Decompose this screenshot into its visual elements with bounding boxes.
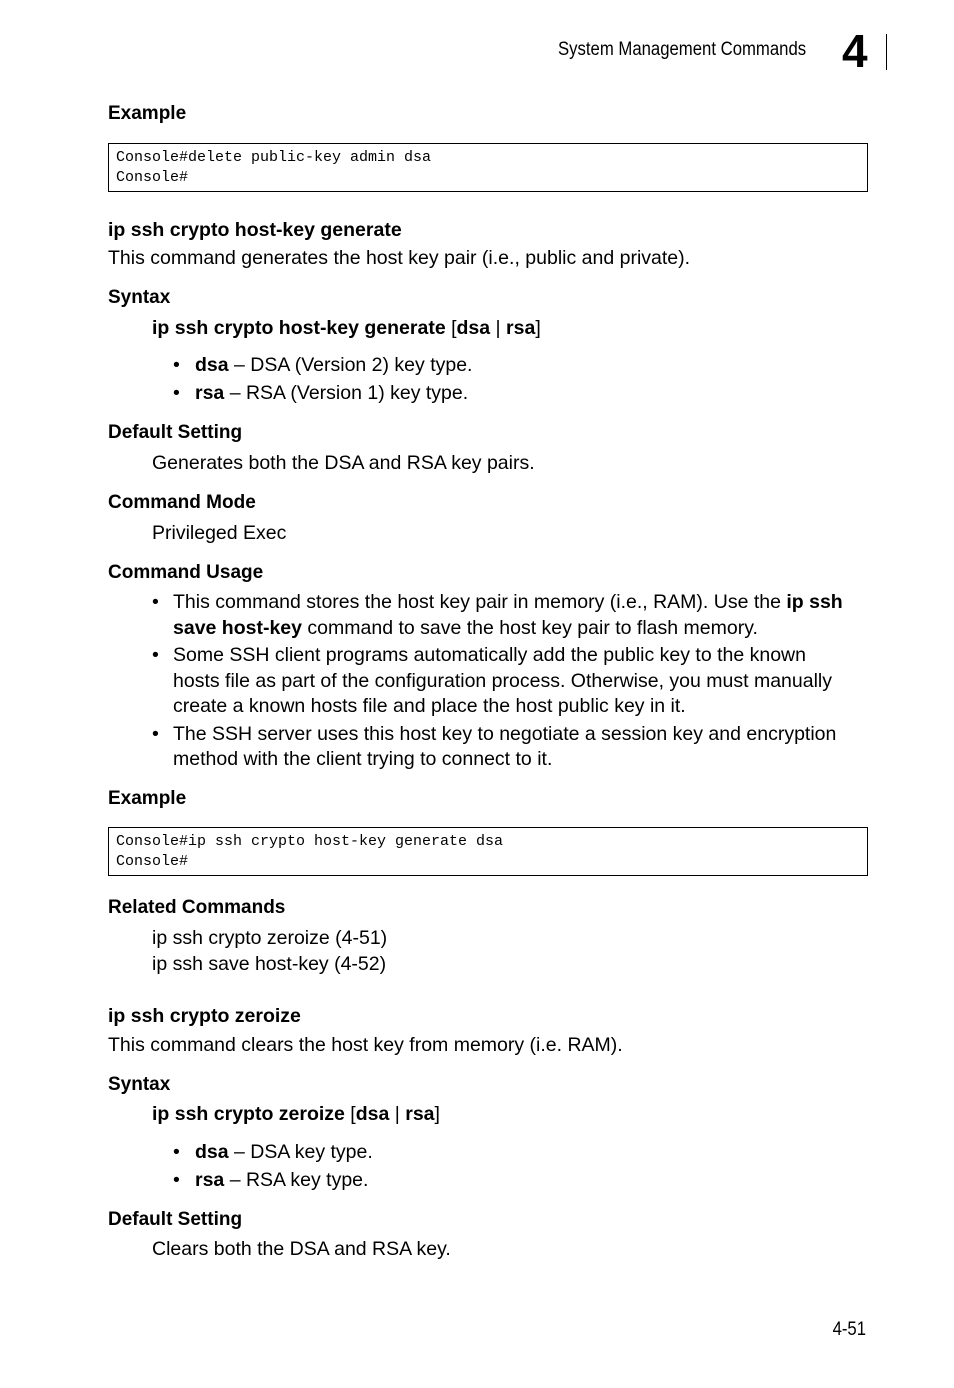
- parameter-name: rsa: [195, 382, 225, 404]
- code-line: Console#: [116, 852, 189, 870]
- syntax-heading: Syntax: [108, 287, 171, 308]
- syntax-option: rsa: [506, 317, 536, 339]
- parameter-name: rsa: [195, 1169, 225, 1191]
- chapter-number: 4: [842, 25, 868, 77]
- usage-line: The SSH server uses this host key to negotiate a session key and encryption: [173, 723, 837, 745]
- example-heading: Example: [108, 788, 187, 809]
- default-setting-heading: Default Setting: [108, 1209, 243, 1230]
- bullet: •: [152, 644, 159, 666]
- usage-line: hosts file as part of the configuration process. Otherwise, you must manually: [173, 670, 832, 692]
- command-description: This command clears the host key from memory (i.e. RAM).: [108, 1034, 623, 1056]
- related-command-link[interactable]: ip ssh crypto zeroize (4-51): [152, 927, 388, 949]
- parameter-item: [195, 380, 468, 406]
- bullet: •: [173, 354, 180, 376]
- parameter-item: [195, 1139, 373, 1165]
- command-title: ip ssh crypto zeroize: [108, 1005, 301, 1027]
- parameter-desc: – RSA (Version 1) key type.: [224, 382, 469, 404]
- default-setting-heading: Default Setting: [108, 422, 243, 443]
- page-number: 4-51: [832, 1319, 866, 1340]
- example-heading: Example: [108, 103, 187, 124]
- running-header-title: System Management Commands: [558, 39, 807, 60]
- parameter-name: dsa: [195, 354, 229, 376]
- command-title: ip ssh crypto host-key generate: [108, 219, 402, 241]
- related-command-link[interactable]: ip ssh save host-key (4-52): [152, 953, 387, 975]
- parameter-item: [195, 1167, 368, 1193]
- code-line: Console#: [116, 168, 189, 186]
- syntax-heading: Syntax: [108, 1074, 171, 1095]
- parameter-desc: – DSA (Version 2) key type.: [228, 354, 473, 376]
- usage-line: create a known hosts file and place the host public key in it.: [173, 695, 686, 717]
- parameter-name: dsa: [195, 1141, 229, 1163]
- bullet: •: [152, 591, 159, 613]
- usage-line: method with the client trying to connect to it.: [173, 748, 553, 770]
- command-usage-heading: Command Usage: [108, 562, 264, 583]
- command-mode-text: Privileged Exec: [152, 522, 287, 544]
- usage-line: save host-key command to save the host key pair to flash memory.: [173, 617, 758, 639]
- command-description: This command generates the host key pair (i.e., public and private).: [108, 247, 691, 269]
- default-setting-text: Generates both the DSA and RSA key pairs.: [152, 452, 535, 474]
- syntax-option: rsa: [405, 1103, 435, 1125]
- parameter-desc: – RSA key type.: [224, 1169, 369, 1191]
- usage-line: This command stores the host key pair in memory (i.e., RAM). Use the ip ssh: [173, 591, 843, 613]
- code-example-box: [108, 827, 868, 876]
- chapter-rule: [886, 34, 887, 70]
- command-mode-heading: Command Mode: [108, 492, 256, 513]
- syntax-line: ip ssh crypto host-key generate [dsa | rsa]: [152, 317, 541, 339]
- related-commands-heading: Related Commands: [108, 897, 286, 918]
- syntax-line: ip ssh crypto zeroize [dsa | rsa]: [152, 1103, 440, 1125]
- parameter-desc: – DSA key type.: [228, 1141, 373, 1163]
- bullet: •: [173, 1141, 180, 1163]
- bullet: •: [152, 723, 159, 745]
- code-line: Console#ip ssh crypto host-key generate dsa: [116, 833, 504, 850]
- usage-line: Some SSH client programs automatically add the public key to the known: [173, 644, 806, 666]
- syntax-command: ip ssh crypto host-key generate: [152, 317, 446, 339]
- parameter-item: [195, 352, 472, 378]
- syntax-option: dsa: [456, 317, 491, 339]
- code-line: Console#delete public-key admin dsa: [116, 149, 432, 166]
- syntax-command: ip ssh crypto zeroize: [152, 1103, 345, 1125]
- syntax-option: dsa: [355, 1103, 390, 1125]
- code-example-box: [108, 143, 868, 192]
- bullet: •: [173, 382, 180, 404]
- bullet: •: [173, 1169, 180, 1191]
- default-setting-text: Clears both the DSA and RSA key.: [152, 1238, 451, 1260]
